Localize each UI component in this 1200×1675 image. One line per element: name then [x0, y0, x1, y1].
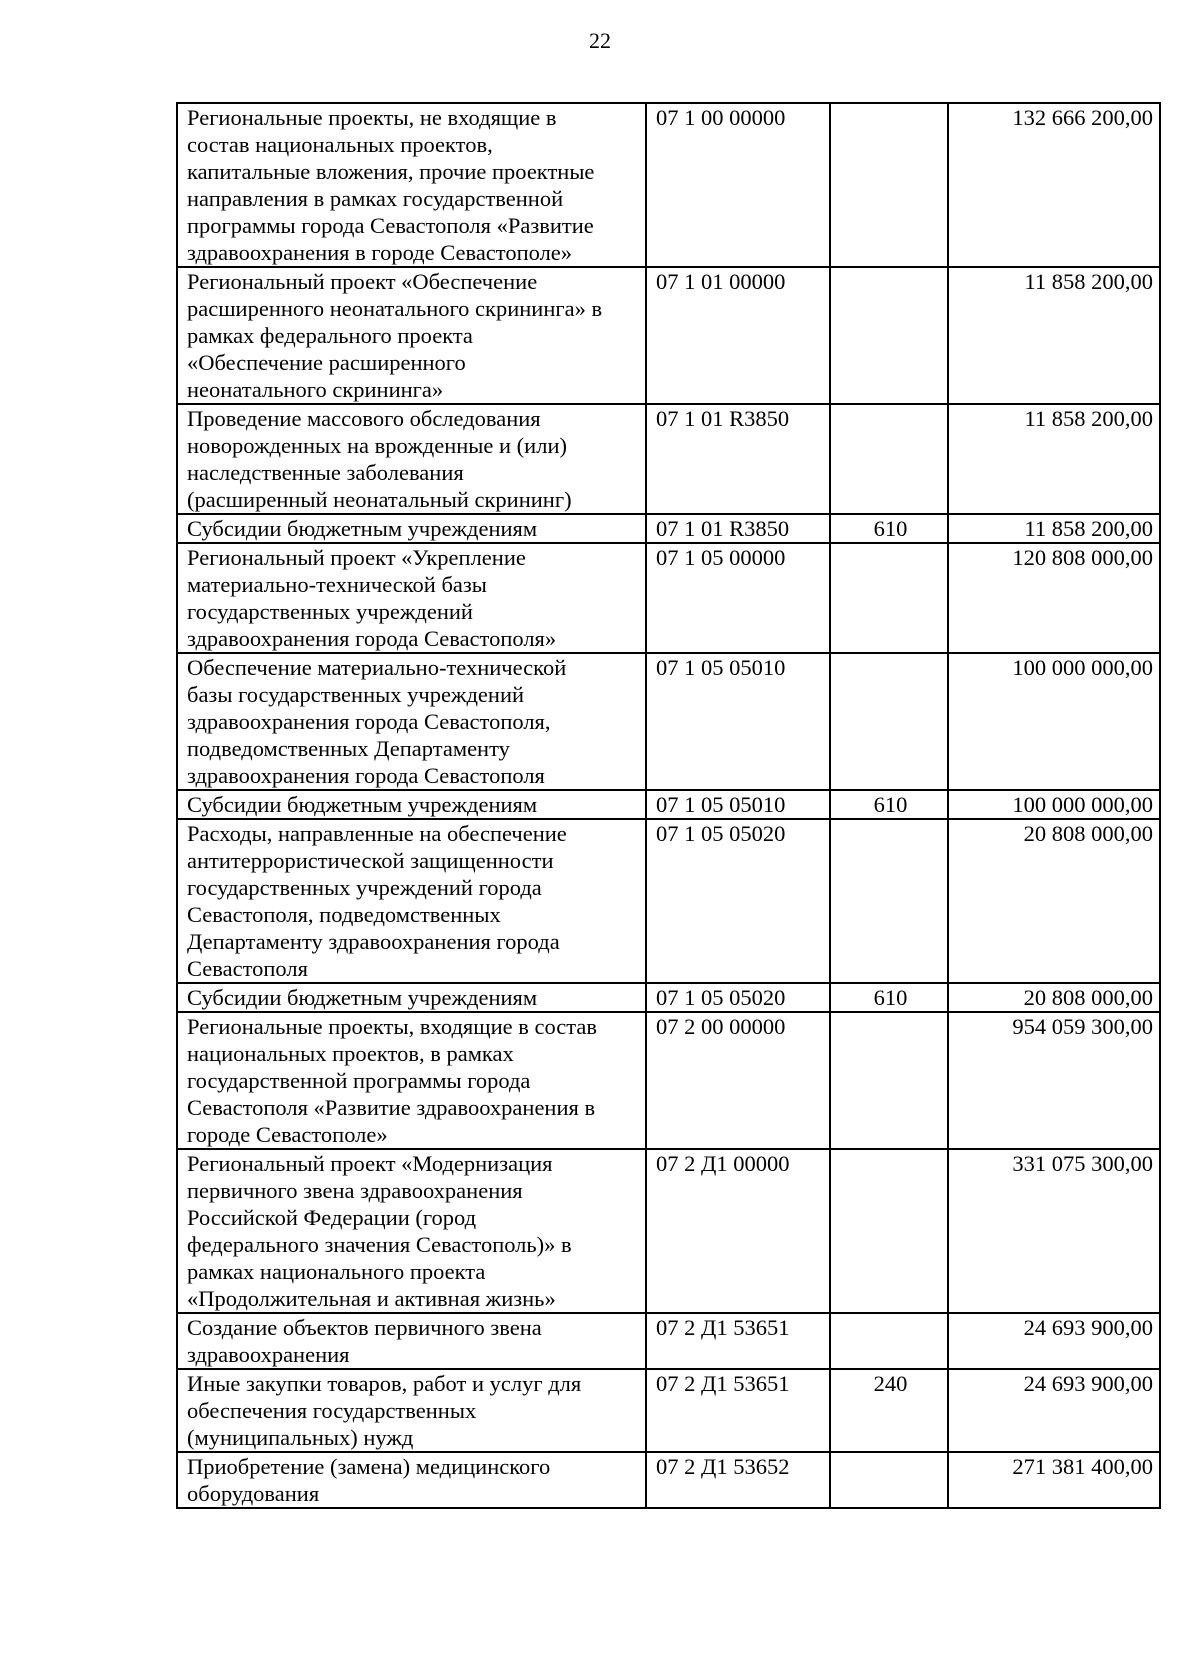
item-name-cell	[177, 1369, 646, 1452]
item-name-cell	[177, 790, 646, 819]
item-name-line: подведомственных Департаменту	[187, 736, 510, 761]
item-name-line: первичного звена здравоохранения	[187, 1178, 523, 1203]
table-row	[177, 819, 1160, 983]
table-row	[177, 653, 1160, 790]
item-name-line: Региональные проекты, входящие в состав	[187, 1014, 597, 1039]
item-name-cell	[177, 653, 646, 790]
item-name-line: новорожденных на врожденные и (или)	[187, 433, 567, 458]
amount-value: 120 808 000,00	[948, 543, 1160, 653]
item-name-line: неонатального скрининга»	[187, 377, 444, 402]
expense-type-code	[830, 404, 948, 514]
item-name-line: Создание объектов первичного звена	[187, 1315, 542, 1340]
amount-value: 132 666 200,00	[948, 103, 1160, 267]
expense-type-code	[830, 267, 948, 404]
amount-value: 11 858 200,00	[948, 404, 1160, 514]
item-name-line: национальных проектов, в рамках	[187, 1041, 514, 1066]
item-name-cell	[177, 267, 646, 404]
item-name-line: программы города Севастополя «Развитие	[187, 213, 594, 238]
amount-value: 20 808 000,00	[948, 983, 1160, 1012]
expense-type-code	[830, 103, 948, 267]
item-name-line: Субсидии бюджетным учреждениям	[187, 985, 538, 1010]
target-article-code: 07 1 01 R3850	[646, 514, 830, 543]
target-article-code: 07 2 Д1 53651	[646, 1369, 830, 1452]
expense-type-code	[830, 1452, 948, 1508]
expense-type-code	[830, 1012, 948, 1149]
item-name-line: государственных учреждений	[187, 599, 473, 624]
table-row	[177, 1012, 1160, 1149]
item-name-line: государственной программы города	[187, 1068, 531, 1093]
expense-type-code	[830, 819, 948, 983]
amount-value: 24 693 900,00	[948, 1369, 1160, 1452]
item-name-line: обеспечения государственных	[187, 1398, 477, 1423]
target-article-code: 07 2 Д1 53652	[646, 1452, 830, 1508]
item-name-line: федерального значения Севастополь)» в	[187, 1232, 572, 1257]
table-row	[177, 983, 1160, 1012]
item-name-line: Региональный проект «Модернизация	[187, 1151, 553, 1176]
target-article-code: 07 2 Д1 00000	[646, 1149, 830, 1313]
amount-value: 24 693 900,00	[948, 1313, 1160, 1369]
amount-value: 331 075 300,00	[948, 1149, 1160, 1313]
expense-type-code: 610	[830, 790, 948, 819]
amount-value: 20 808 000,00	[948, 819, 1160, 983]
item-name-line: «Обеспечение расширенного	[187, 350, 466, 375]
item-name-line: материально-технической базы	[187, 572, 487, 597]
item-name-line: здравоохранения города Севастополя»	[187, 626, 557, 651]
item-name-line: Субсидии бюджетным учреждениям	[187, 792, 538, 817]
expense-type-code: 610	[830, 514, 948, 543]
table-row	[177, 1452, 1160, 1508]
item-name-line: состав национальных проектов,	[187, 132, 493, 157]
item-name-line: Проведение массового обследования	[187, 406, 541, 431]
item-name-line: направления в рамках государственной	[187, 186, 564, 211]
target-article-code: 07 1 05 05020	[646, 983, 830, 1012]
item-name-line: рамках национального проекта	[187, 1259, 486, 1284]
expense-type-code	[830, 653, 948, 790]
target-article-code: 07 1 01 R3850	[646, 404, 830, 514]
item-name-line: «Продолжительная и активная жизнь»	[187, 1286, 556, 1311]
expense-type-code: 240	[830, 1369, 948, 1452]
table-row	[177, 514, 1160, 543]
item-name-cell	[177, 819, 646, 983]
target-article-code: 07 1 05 05010	[646, 790, 830, 819]
item-name-line: Департаменту здравоохранения города	[187, 929, 560, 954]
amount-value: 11 858 200,00	[948, 514, 1160, 543]
item-name-line: (муниципальных) нужд	[187, 1425, 414, 1450]
amount-value: 100 000 000,00	[948, 790, 1160, 819]
item-name-line: Региональный проект «Обеспечение	[187, 269, 538, 294]
item-name-line: Субсидии бюджетным учреждениям	[187, 516, 538, 541]
item-name-cell	[177, 1452, 646, 1508]
table-row	[177, 1149, 1160, 1313]
expense-type-code	[830, 543, 948, 653]
item-name-cell	[177, 404, 646, 514]
amount-value: 271 381 400,00	[948, 1452, 1160, 1508]
item-name-cell	[177, 1012, 646, 1149]
amount-value: 100 000 000,00	[948, 653, 1160, 790]
table-row	[177, 790, 1160, 819]
item-name-line: государственных учреждений города	[187, 875, 542, 900]
amount-value: 954 059 300,00	[948, 1012, 1160, 1149]
item-name-cell	[177, 1149, 646, 1313]
item-name-line: Региональные проекты, не входящие в	[187, 105, 557, 130]
budget-table-body	[177, 103, 1160, 1508]
item-name-line: Обеспечение материально-технической	[187, 655, 567, 680]
item-name-line: Севастополя «Развитие здравоохранения в	[187, 1095, 596, 1120]
item-name-line: антитеррористической защищенности	[187, 848, 554, 873]
target-article-code: 07 1 01 00000	[646, 267, 830, 404]
table-row	[177, 1369, 1160, 1452]
item-name-line: Региональный проект «Укрепление	[187, 545, 526, 570]
item-name-line: (расширенный неонатальный скрининг)	[187, 487, 572, 512]
item-name-line: Севастополя	[187, 956, 308, 981]
item-name-line: Севастополя, подведомственных	[187, 902, 501, 927]
item-name-line: Расходы, направленные на обеспечение	[187, 821, 567, 846]
page-number: 22	[589, 28, 611, 53]
item-name-line: оборудования	[187, 1481, 320, 1506]
item-name-cell	[177, 514, 646, 543]
item-name-line: здравоохранения в городе Севастополе»	[187, 240, 573, 265]
item-name-line: здравоохранения города Севастополя	[187, 763, 545, 788]
item-name-cell	[177, 103, 646, 267]
item-name-line: Российской Федерации (город	[187, 1205, 477, 1230]
budget-table	[176, 102, 1161, 1509]
table-row	[177, 1313, 1160, 1369]
table-row	[177, 543, 1160, 653]
item-name-line: расширенного неонатального скрининга» в	[187, 296, 603, 321]
item-name-line: базы государственных учреждений	[187, 682, 525, 707]
item-name-line: наследственные заболевания	[187, 460, 464, 485]
target-article-code: 07 2 Д1 53651	[646, 1313, 830, 1369]
item-name-cell	[177, 543, 646, 653]
expense-type-code	[830, 1149, 948, 1313]
table-row	[177, 103, 1160, 267]
item-name-line: капитальные вложения, прочие проектные	[187, 159, 595, 184]
item-name-line: Приобретение (замена) медицинского	[187, 1454, 551, 1479]
target-article-code: 07 1 05 00000	[646, 543, 830, 653]
item-name-line: здравоохранения города Севастополя,	[187, 709, 551, 734]
expense-type-code	[830, 1313, 948, 1369]
target-article-code: 07 1 05 05020	[646, 819, 830, 983]
target-article-code: 07 1 05 05010	[646, 653, 830, 790]
item-name-line: городе Севастополе»	[187, 1122, 388, 1147]
table-row	[177, 404, 1160, 514]
amount-value: 11 858 200,00	[948, 267, 1160, 404]
item-name-cell	[177, 1313, 646, 1369]
target-article-code: 07 2 00 00000	[646, 1012, 830, 1149]
table-row	[177, 267, 1160, 404]
item-name-cell	[177, 983, 646, 1012]
target-article-code: 07 1 00 00000	[646, 103, 830, 267]
item-name-line: рамках федерального проекта	[187, 323, 473, 348]
item-name-line: Иные закупки товаров, работ и услуг для	[187, 1371, 582, 1396]
expense-type-code: 610	[830, 983, 948, 1012]
item-name-line: здравоохранения	[187, 1342, 350, 1367]
